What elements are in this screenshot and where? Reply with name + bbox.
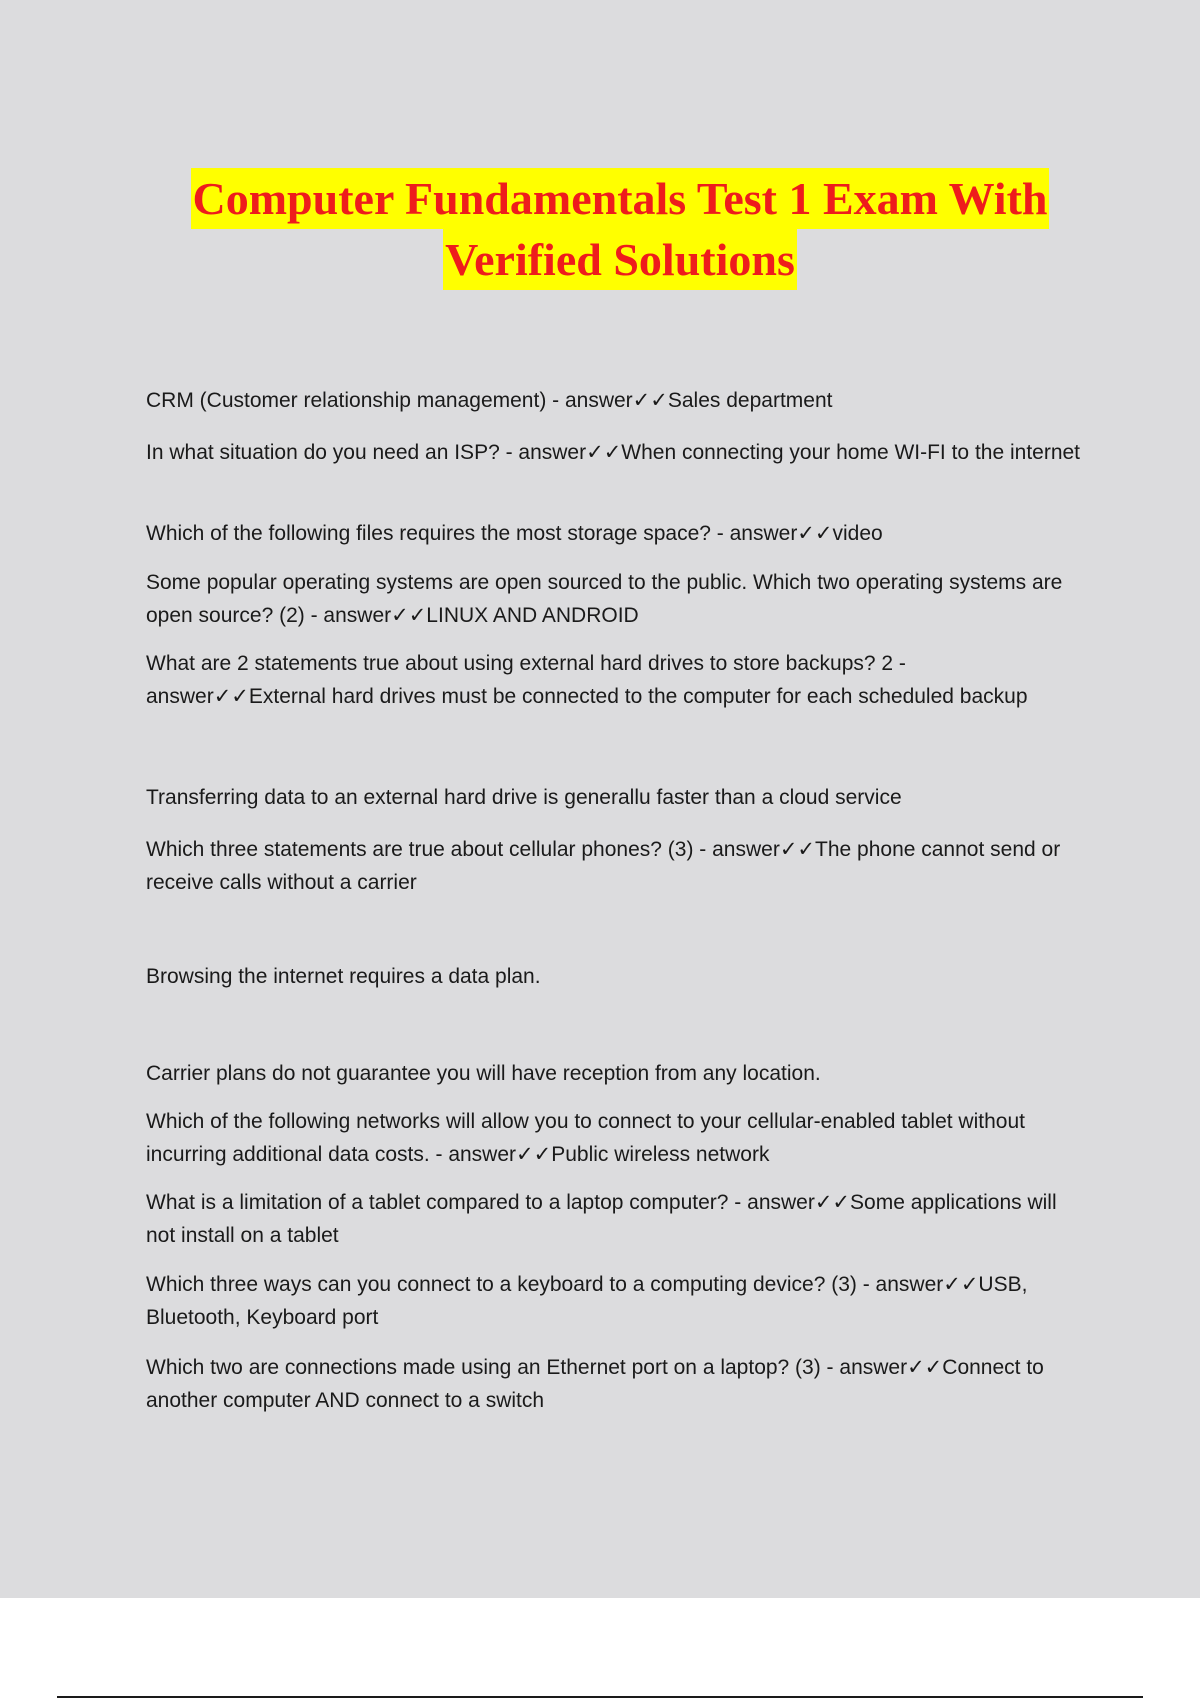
qa-item-open-source: Some popular operating systems are open sourced to the public. Which two operating systems are open source? (2) - answer✓✓LINUX AND ANDROID [146, 571, 1063, 627]
footer-divider [57, 1696, 1143, 1698]
qa-item-storage: Which of the following files requires the most storage space? - answer✓✓video [146, 522, 883, 545]
qa-item-ethernet: Which two are connections made using an Ethernet port on a laptop? (3) - answer✓✓Connect to another computer AND connect to a switch [146, 1356, 1044, 1412]
qa-item-reception: Carrier plans do not guarantee you will have reception from any location. [146, 1062, 821, 1085]
document-title [0, 168, 1200, 290]
qa-item-tablet-limitation: What is a limitation of a tablet compared to a laptop computer? - answer✓✓Some applications will not install on a tablet [146, 1191, 1057, 1247]
qa-item-data-plan: Browsing the internet requires a data plan. [146, 965, 541, 988]
qa-item-keyboard: Which three ways can you connect to a keyboard to a computing device? (3) - answer✓✓USB, Bluetooth, Keyboard port [146, 1273, 1028, 1329]
title-line-2: Verified Solutions [443, 229, 797, 290]
qa-item-networks: Which of the following networks will allow you to connect to your cellular-enabled tablet without incurring additional data costs. - answer✓✓Public wireless network [146, 1110, 1025, 1166]
qa-item-cellular: Which three statements are true about cellular phones? (3) - answer✓✓The phone cannot send or receive calls without a carrier [146, 838, 1061, 894]
title-line-1: Computer Fundamentals Test 1 Exam With [191, 168, 1050, 229]
qa-item-transfer: Transferring data to an external hard drive is generallu faster than a cloud service [146, 786, 902, 809]
qa-item-crm: CRM (Customer relationship management) - answer✓✓Sales department [146, 389, 833, 412]
qa-item-external-drives: What are 2 statements true about using external hard drives to store backups? 2 - answer✓✓External hard drives must be connected to the computer for each scheduled backup [146, 652, 1028, 708]
qa-item-isp: In what situation do you need an ISP? - answer✓✓When connecting your home WI-FI to the internet [146, 441, 1081, 464]
